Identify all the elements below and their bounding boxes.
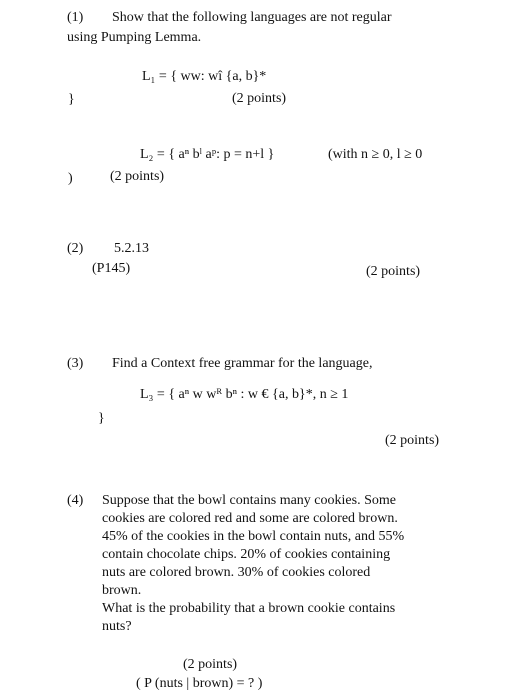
- q1-text-line2: using Pumping Lemma.: [67, 30, 202, 45]
- q3-close-brace: }: [98, 411, 105, 426]
- q1-text-line1: Show that the following languages are not regular: [112, 10, 392, 25]
- q4-number: (4): [67, 493, 84, 508]
- q3-points: (2 points): [385, 433, 440, 448]
- q2-points: (2 points): [366, 264, 421, 279]
- q4-body: [102, 492, 482, 636]
- q4-points: (2 points): [183, 657, 238, 672]
- q3-number: (3): [67, 356, 84, 371]
- q1-l2-condition: (with n ≥ 0, l ≥ 0: [328, 147, 423, 162]
- q1-language-l1: L₁ = { ww: wî {a, b}*: [142, 69, 267, 84]
- q1-l1-points: (2 points): [232, 91, 287, 106]
- q1-l2-close-paren: ): [68, 171, 73, 186]
- q2-reference: 5.2.13: [114, 241, 149, 256]
- q1-l2-points: (2 points): [110, 169, 165, 184]
- q1-language-l2: L₂ = { aⁿ bˡ aᵖ: p = n+l }: [140, 147, 275, 162]
- q2-number: (2): [67, 241, 84, 256]
- q1-number: (1): [67, 10, 84, 25]
- q4-line: nuts are colored brown. 30% of cookies colored: [102, 565, 371, 580]
- q2-page: (P145): [92, 261, 131, 276]
- q4-line: nuts?: [102, 619, 132, 634]
- q4-line: Suppose that the bowl contains many cookies. Some: [102, 493, 396, 508]
- q4-line: 45% of the cookies in the bowl contain nuts, and 55%: [102, 529, 405, 544]
- q4-line: What is the probability that a brown cookie contains: [102, 601, 396, 616]
- q3-language-l3: L₃ = { aⁿ w wᴿ bⁿ : w € {a, b}*, n ≥ 1: [140, 387, 349, 402]
- q4-formula: ( P (nuts | brown) = ? ): [136, 676, 263, 691]
- q4-line: cookies are colored red and some are colored brown.: [102, 511, 398, 526]
- q1-l1-close-brace: }: [68, 92, 75, 107]
- q3-text: Find a Context free grammar for the language,: [112, 356, 373, 371]
- q4-line: brown.: [102, 583, 142, 598]
- q4-line: contain chocolate chips. 20% of cookies containing: [102, 547, 391, 562]
